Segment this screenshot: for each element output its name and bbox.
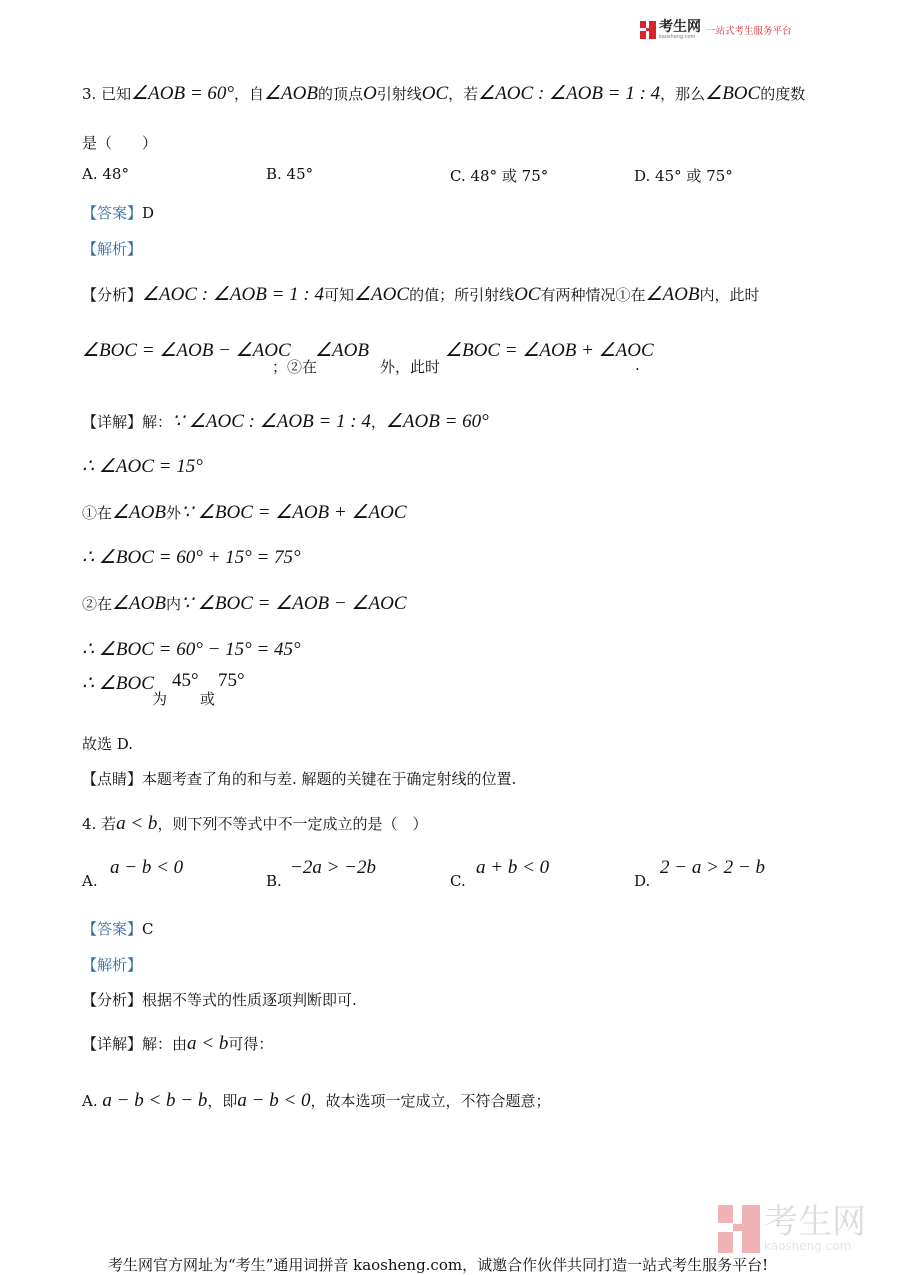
math: a < b: [116, 813, 158, 834]
q3-fenxi-text: .: [635, 356, 640, 374]
q3-step1: ∴ ∠AOC = 15°: [82, 456, 203, 477]
text: 外: [165, 504, 181, 522]
analysis-tag: 【解析】: [82, 240, 143, 258]
q4-option-a: a − b < 0: [110, 857, 184, 878]
q3-option-d-part: D. 45°: [634, 167, 682, 185]
answer-value: D: [142, 204, 155, 222]
q4-option-d-label: D.: [634, 872, 651, 890]
q3-text: 引射线: [376, 85, 422, 103]
dianjing-tag: 【点睛】: [82, 770, 143, 788]
xiangjie-tag: 【详解】: [82, 413, 143, 431]
q3-text: 的度数: [760, 85, 806, 103]
q3-option-d-part: 或: [686, 167, 702, 185]
math: a − b < b − b: [102, 1090, 208, 1111]
math: ∠AOC : ∠AOB = 1 : 4: [142, 284, 324, 305]
q4-option-d: 2 − a > 2 − b: [660, 857, 765, 878]
q3-math: ∠AOC : ∠AOB = 1 : 4: [478, 83, 661, 104]
text: 可知: [324, 286, 355, 304]
q3-step4: [82, 592, 407, 615]
fenxi-tag: 【分析】: [82, 286, 143, 304]
q3-option-c-part: 或: [501, 167, 517, 185]
text: 有两种情况①在: [540, 286, 646, 304]
text: 内，此时: [699, 286, 760, 304]
q3-option-d: [634, 165, 733, 186]
math: ∵ ∠BOC = ∠AOB − ∠AOC: [181, 593, 407, 614]
q3-option-c: [450, 165, 548, 186]
answer-tag: 【答案】: [82, 204, 143, 222]
math: a < b: [187, 1033, 229, 1054]
text: 的值；所引射线: [409, 286, 515, 304]
q4-number: 4.: [82, 815, 97, 833]
math: ∵ ∠AOC : ∠AOB = 1 : 4: [172, 411, 371, 432]
q3-step6-text: 或: [200, 690, 216, 708]
q3-math: O: [363, 83, 377, 104]
q4-option-b-label: B.: [266, 872, 282, 890]
text: ，故本选项一定成立，不符合题意；: [310, 1092, 551, 1110]
q3-stem-line1: [82, 82, 805, 105]
text: 可得：: [228, 1035, 274, 1053]
q3-step6-math: ∴ ∠BOC: [82, 673, 154, 694]
answer-tag: 【答案】: [82, 920, 143, 938]
q3-math: ∠AOB: [264, 83, 318, 104]
text: 根据不等式的性质逐项判断即可.: [142, 991, 357, 1009]
text: 若: [101, 815, 117, 833]
q4-fenxi: [82, 989, 357, 1010]
q3-fenxi-line1: [82, 283, 759, 306]
math: ∵ ∠BOC = ∠AOB + ∠AOC: [181, 502, 407, 523]
q3-number: 3.: [82, 85, 97, 103]
footer-text: 考生网官方网址为“考生”通用词拼音 kaosheng.com，诚邀合作伙伴共同打造一站式考生服务平台!: [108, 1256, 769, 1274]
text: 内: [165, 595, 181, 613]
text: ①在: [82, 504, 113, 522]
q3-text: 已知: [101, 85, 132, 103]
q3-dianjing: [82, 768, 516, 789]
q3-option-c-part: 75°: [521, 167, 549, 185]
text: 解：: [142, 413, 173, 431]
q3-math: OC: [421, 83, 449, 104]
math: a − b < 0: [237, 1090, 311, 1111]
watermark-name: 考生网: [764, 1202, 866, 1242]
q3-fenxi-text: ；②在: [272, 358, 318, 376]
text: ，则下列不等式中不一定成立的是（ ）: [157, 815, 428, 833]
answer-value: C: [142, 920, 154, 938]
fenxi-tag: 【分析】: [82, 991, 143, 1009]
q3-text: ，那么: [660, 85, 706, 103]
kaosheng-logo-icon: [640, 21, 656, 39]
analysis-tag: 【解析】: [82, 956, 143, 974]
q3-option-c-part: C. 48°: [450, 167, 498, 185]
q3-math: ∠BOC: [705, 83, 761, 104]
q4-xiangjie: [82, 1033, 273, 1055]
logo-url: kaosheng.com: [659, 33, 696, 40]
q3-option-a: A. 48°: [82, 165, 129, 183]
q3-step6-text: 为: [152, 690, 168, 708]
logo-name: 考生网: [659, 18, 701, 35]
q4-option-c-label: C.: [450, 872, 466, 890]
text: ②在: [82, 595, 113, 613]
q3-fenxi-formula1: ∠BOC = ∠AOB − ∠AOC: [82, 340, 291, 361]
text: ，: [370, 413, 386, 431]
q3-xiangjie: [82, 410, 489, 433]
q3-fenxi-math: ∠AOB: [315, 340, 369, 361]
math: ∠AOB = 60°: [385, 411, 489, 432]
q3-answer: [82, 202, 154, 223]
math: ∠AOB: [645, 284, 700, 305]
kaosheng-watermark-icon: [718, 1205, 760, 1253]
q3-step2: [82, 501, 407, 524]
math: ∠AOC: [354, 284, 410, 305]
q3-text: ，自: [234, 85, 265, 103]
q3-fenxi-formula2: ∠BOC = ∠AOB + ∠AOC: [445, 340, 654, 361]
q3-text: 的顶点: [317, 85, 363, 103]
q3-option-d-part: 75°: [706, 167, 733, 185]
q4-option-c: a + b < 0: [476, 857, 550, 878]
text: 本题考查了角的和与差. 解题的关键在于确定射线的位置.: [142, 770, 517, 788]
q4-option-a-label: A.: [82, 872, 98, 890]
math: OC: [514, 284, 541, 305]
q4-option-b: −2a > −2b: [290, 857, 376, 878]
q3-step6-value: 45°: [172, 670, 199, 691]
q3-stem-line2: 是（ ）: [82, 134, 158, 152]
q3-choose: 故选 D.: [82, 735, 134, 753]
q3-step3: ∴ ∠BOC = 60° + 15° = 75°: [82, 547, 301, 568]
text: ，即: [207, 1092, 238, 1110]
q4-stem: [82, 813, 427, 835]
math: ∠AOB: [112, 502, 166, 523]
q3-text: ，若: [448, 85, 479, 103]
q3-fenxi-text: 外，此时: [380, 358, 441, 376]
q4-line-a: [82, 1090, 551, 1112]
xiangjie-tag: 【详解】: [82, 1035, 143, 1053]
q3-step6-value: 75°: [218, 670, 245, 691]
text: 解：由: [142, 1035, 188, 1053]
q3-math: ∠AOB = 60°: [131, 83, 234, 104]
q3-step5: ∴ ∠BOC = 60° − 15° = 45°: [82, 639, 301, 660]
header-logo[interactable]: [640, 18, 792, 42]
header-slogan: 一站式考生服务平台: [706, 26, 792, 37]
q4-answer: [82, 918, 154, 939]
watermark-url: kaosheng.com: [764, 1239, 852, 1253]
q3-option-b: B. 45°: [266, 165, 314, 183]
text: A.: [82, 1092, 98, 1110]
watermark-logo: [718, 1202, 866, 1253]
math: ∠AOB: [112, 593, 166, 614]
